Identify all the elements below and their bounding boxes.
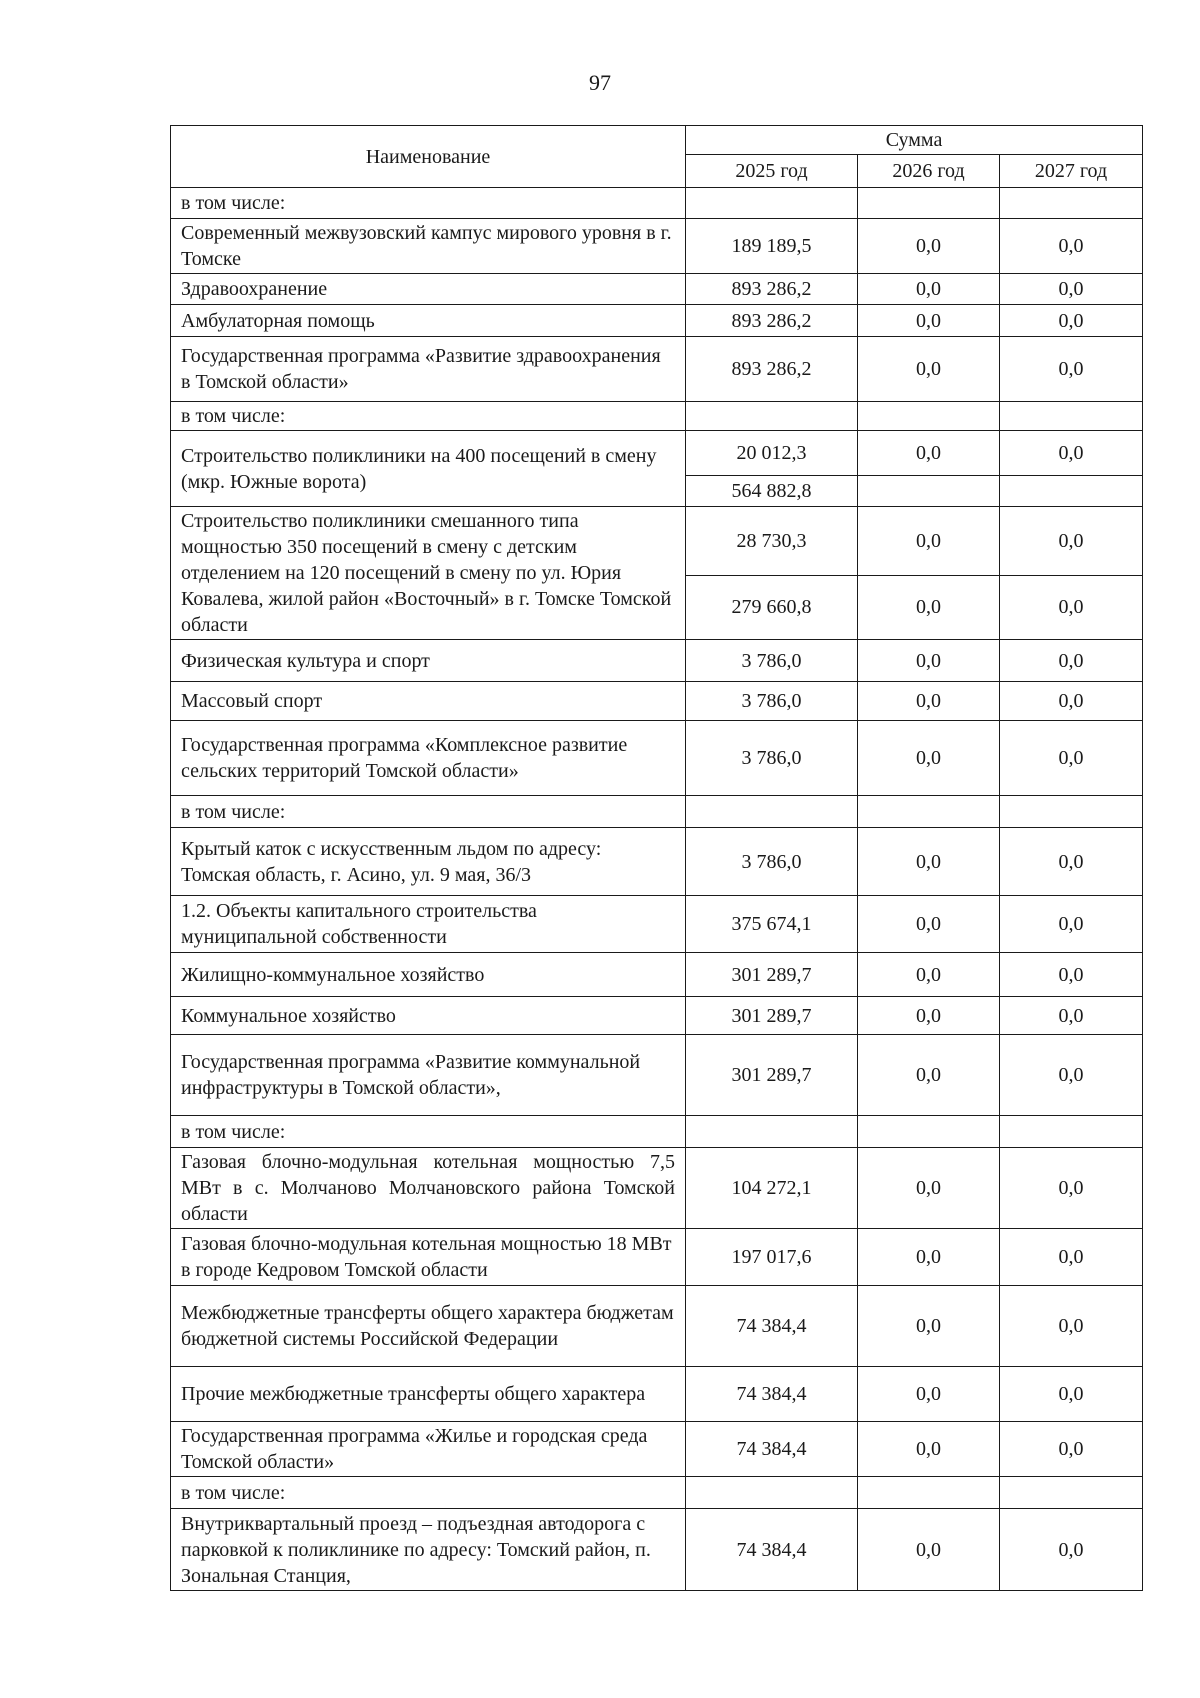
row-value-2026: 0,0	[858, 1286, 1000, 1367]
row-value-2025: 189 189,5	[686, 219, 858, 274]
row-value-2027: 0,0	[1000, 431, 1143, 476]
table-row	[171, 828, 1143, 896]
table-row	[171, 640, 1143, 682]
row-name: Строительство поликлиники на 400 посещений в смену (мкр. Южные ворота)	[171, 431, 686, 507]
header-name: Наименование	[171, 126, 686, 188]
row-value-2027: 0,0	[1000, 575, 1143, 640]
table-row	[171, 1367, 1143, 1422]
row-name: Амбулаторная помощь	[171, 305, 686, 337]
row-value-2025	[686, 1477, 858, 1509]
header-year-2025: 2025 год	[686, 155, 858, 188]
table-row	[171, 305, 1143, 337]
table-row	[171, 507, 1143, 576]
row-value-2026: 0,0	[858, 431, 1000, 476]
row-value-2026: 0,0	[858, 1367, 1000, 1422]
row-name: Здравоохранение	[171, 274, 686, 305]
table-row	[171, 1286, 1143, 1367]
table-row	[171, 1035, 1143, 1116]
row-value-2027: 0,0	[1000, 1229, 1143, 1286]
row-value-2027: 0,0	[1000, 640, 1143, 682]
row-value-2027: 0,0	[1000, 274, 1143, 305]
row-value-2026: 0,0	[858, 507, 1000, 576]
row-value-2025: 893 286,2	[686, 274, 858, 305]
row-value-2025: 301 289,7	[686, 1035, 858, 1116]
row-value-2025	[686, 796, 858, 828]
row-value-2027: 0,0	[1000, 721, 1143, 796]
table-row	[171, 1148, 1143, 1229]
row-value-2027: 0,0	[1000, 1035, 1143, 1116]
row-name: Жилищно-коммунальное хозяйство	[171, 953, 686, 997]
table-row	[171, 431, 1143, 476]
table-row	[171, 1229, 1143, 1286]
row-value-2027	[1000, 188, 1143, 219]
table-row	[171, 953, 1143, 997]
budget-table	[170, 125, 1143, 1591]
row-name: в том числе:	[171, 188, 686, 219]
row-name: Физическая культура и спорт	[171, 640, 686, 682]
row-value-2025: 197 017,6	[686, 1229, 858, 1286]
row-value-2025: 28 730,3	[686, 507, 858, 576]
row-name: Современный межвузовский кампус мирового уровня в г. Томске	[171, 219, 686, 274]
table-row	[171, 1116, 1143, 1148]
row-name: 1.2. Объекты капитального строительства муниципальной собственности	[171, 896, 686, 953]
table-row	[171, 274, 1143, 305]
row-value-2026: 0,0	[858, 575, 1000, 640]
row-value-2025: 3 786,0	[686, 828, 858, 896]
table-row	[171, 682, 1143, 721]
table-row	[171, 1509, 1143, 1591]
row-value-2027: 0,0	[1000, 305, 1143, 337]
table-row	[171, 402, 1143, 431]
row-value-2026: 0,0	[858, 1509, 1000, 1591]
row-value-2025: 279 660,8	[686, 575, 858, 640]
row-value-2025: 375 674,1	[686, 896, 858, 953]
row-name: Прочие межбюджетные трансферты общего характера	[171, 1367, 686, 1422]
row-value-2025: 3 786,0	[686, 682, 858, 721]
row-value-2025: 3 786,0	[686, 640, 858, 682]
table-row	[171, 1477, 1143, 1509]
row-value-2026: 0,0	[858, 1148, 1000, 1229]
header-year-2026: 2026 год	[858, 155, 1000, 188]
row-value-2027: 0,0	[1000, 997, 1143, 1035]
row-value-2027	[1000, 402, 1143, 431]
row-value-2026: 0,0	[858, 1229, 1000, 1286]
row-value-2027	[1000, 1477, 1143, 1509]
row-value-2027	[1000, 796, 1143, 828]
table-row	[171, 337, 1143, 402]
row-value-2027: 0,0	[1000, 828, 1143, 896]
row-value-2027: 0,0	[1000, 1509, 1143, 1591]
row-value-2025: 893 286,2	[686, 305, 858, 337]
row-value-2025: 74 384,4	[686, 1367, 858, 1422]
row-name: Газовая блочно-модульная котельная мощностью 7,5 МВт в с. Молчаново Молчановского района Томской области	[171, 1148, 686, 1229]
row-name: Внутриквартальный проезд – подъездная автодорога с парковкой к поликлинике по адресу: Томский район, п. Зональная Станция,	[171, 1509, 686, 1591]
row-value-2026: 0,0	[858, 953, 1000, 997]
row-name: в том числе:	[171, 796, 686, 828]
row-value-2025: 301 289,7	[686, 997, 858, 1035]
row-value-2025: 564 882,8	[686, 476, 858, 507]
page-number: 97	[589, 70, 611, 95]
row-value-2027: 0,0	[1000, 337, 1143, 402]
row-value-2026: 0,0	[858, 640, 1000, 682]
row-value-2025: 104 272,1	[686, 1148, 858, 1229]
row-value-2027: 0,0	[1000, 953, 1143, 997]
row-value-2026: 0,0	[858, 219, 1000, 274]
row-value-2026: 0,0	[858, 828, 1000, 896]
row-value-2026: 0,0	[858, 1422, 1000, 1477]
row-value-2025: 74 384,4	[686, 1286, 858, 1367]
row-name: Крытый каток с искусственным льдом по адресу: Томская область, г. Асино, ул. 9 мая, 36/3	[171, 828, 686, 896]
row-value-2027: 0,0	[1000, 1422, 1143, 1477]
row-value-2027: 0,0	[1000, 507, 1143, 576]
row-value-2027	[1000, 476, 1143, 507]
row-value-2025	[686, 402, 858, 431]
table-row	[171, 896, 1143, 953]
table-row	[171, 1422, 1143, 1477]
row-value-2026	[858, 1116, 1000, 1148]
row-name: Строительство поликлиники смешанного типа мощностью 350 посещений в смену с детским отделением на 120 посещений в смену по ул. Юрия Ковалева, жилой район «Восточный» в г. Томске Томской области	[171, 507, 686, 640]
header-row-1	[171, 126, 1143, 155]
row-value-2025: 301 289,7	[686, 953, 858, 997]
row-value-2026	[858, 796, 1000, 828]
row-value-2026: 0,0	[858, 305, 1000, 337]
row-name: в том числе:	[171, 1477, 686, 1509]
row-value-2027	[1000, 1116, 1143, 1148]
row-name: Государственная программа «Развитие здравоохранения в Томской области»	[171, 337, 686, 402]
row-value-2027: 0,0	[1000, 1148, 1143, 1229]
row-value-2025	[686, 188, 858, 219]
row-value-2027: 0,0	[1000, 1367, 1143, 1422]
row-value-2026: 0,0	[858, 1035, 1000, 1116]
row-value-2025	[686, 1116, 858, 1148]
row-value-2027: 0,0	[1000, 219, 1143, 274]
row-value-2026: 0,0	[858, 896, 1000, 953]
table-row	[171, 188, 1143, 219]
row-name: Государственная программа «Комплексное развитие сельских территорий Томской области»	[171, 721, 686, 796]
row-value-2025: 20 012,3	[686, 431, 858, 476]
table-row	[171, 796, 1143, 828]
header-year-2027: 2027 год	[1000, 155, 1143, 188]
row-value-2026	[858, 476, 1000, 507]
row-name: Коммунальное хозяйство	[171, 997, 686, 1035]
row-name: Газовая блочно-модульная котельная мощностью 18 МВт в городе Кедровом Томской области	[171, 1229, 686, 1286]
row-value-2027: 0,0	[1000, 896, 1143, 953]
row-name: Массовый спорт	[171, 682, 686, 721]
row-name: Государственная программа «Развитие коммунальной инфраструктуры в Томской области»,	[171, 1035, 686, 1116]
row-value-2026	[858, 1477, 1000, 1509]
row-value-2026: 0,0	[858, 997, 1000, 1035]
row-value-2026: 0,0	[858, 274, 1000, 305]
row-value-2026	[858, 402, 1000, 431]
table-row	[171, 997, 1143, 1035]
row-value-2025: 893 286,2	[686, 337, 858, 402]
row-name: в том числе:	[171, 1116, 686, 1148]
row-value-2025: 3 786,0	[686, 721, 858, 796]
row-name: в том числе:	[171, 402, 686, 431]
header-sum: Сумма	[686, 126, 1143, 155]
row-value-2026	[858, 188, 1000, 219]
row-value-2027: 0,0	[1000, 1286, 1143, 1367]
row-value-2026: 0,0	[858, 721, 1000, 796]
table-row	[171, 721, 1143, 796]
row-name: Межбюджетные трансферты общего характера бюджетам бюджетной системы Российской Федерации	[171, 1286, 686, 1367]
row-name: Государственная программа «Жилье и городская среда Томской области»	[171, 1422, 686, 1477]
row-value-2027: 0,0	[1000, 682, 1143, 721]
table-row	[171, 219, 1143, 274]
row-value-2026: 0,0	[858, 337, 1000, 402]
row-value-2025: 74 384,4	[686, 1509, 858, 1591]
row-value-2026: 0,0	[858, 682, 1000, 721]
row-value-2025: 74 384,4	[686, 1422, 858, 1477]
